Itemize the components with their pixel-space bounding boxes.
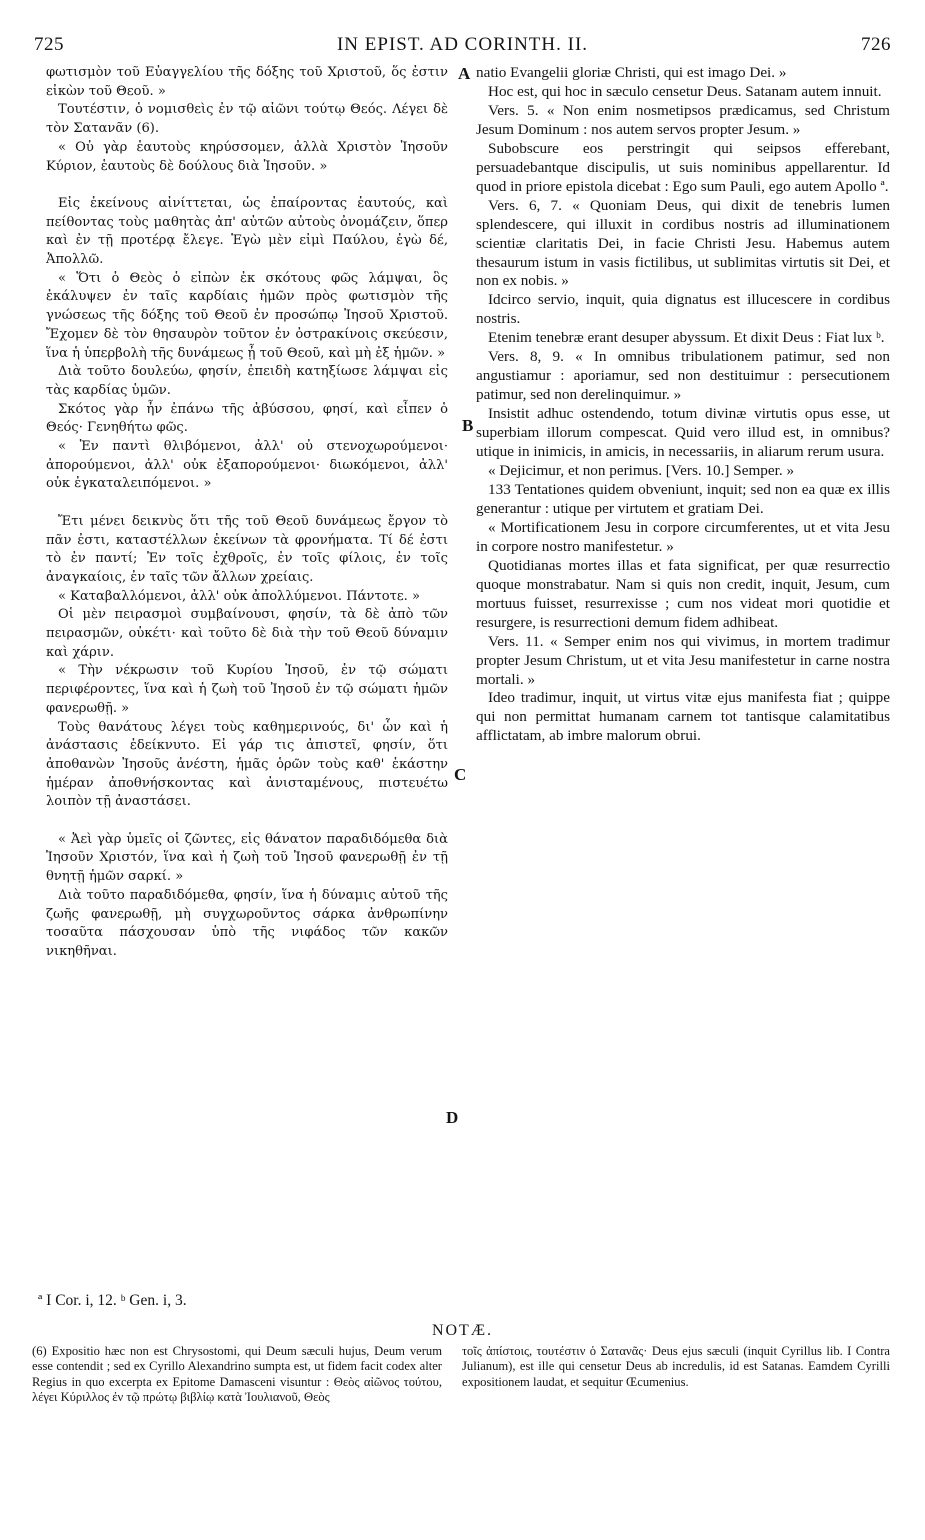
greek-paragraph: « Ἐν παντὶ θλιβόμενοι, ἀλλ' οὐ στενοχωρούμενοι· ἀπορούμενοι, ἀλλ' οὐκ ἐξαπορούμενοι· διωκόμενοι, ἀλλ' οὐκ ἐγκαταλειπόμενοι. »: [46, 439, 448, 492]
note-text: τοῖς ἀπίστοις, τουτέστιν ὁ Σατανᾶς· Deus ejus sæculi (inquit Cyrillus lib. I Contra Julianum), est ille qui censetur Deus ab incredulis, id est Satanas. Eamdem Cyrilli expositionem laudat, et sequitur Œcumenius.: [462, 1344, 890, 1389]
latin-paragraph: Vers. 5. « Non enim nosmetipsos prædicamus, sed Christum Jesum Dominum : nos autem servos propter Jesum. »: [476, 101, 890, 138]
latin-paragraph: Vers. 8, 9. « In omnibus tribulationem patimur, sed non angustiamur : aporiamur, sed non destituimur : persecutionem patimur, sed non derelinquimur. »: [476, 348, 890, 404]
greek-paragraph: « Καταβαλλόμενοι, ἀλλ' οὐκ ἀπολλύμενοι. Πάντοτε. »: [58, 588, 420, 604]
greek-paragraph: Τοὺς θανάτους λέγει τοὺς καθημερινούς, δι' ὧν καὶ ἡ ἀνάστασις ἐδείκνυτο. Εἰ γάρ τις ἀπιστεῖ, φησίν, ὅτι ἀποθανὼν Ἰησοῦς ἀνέστη, ἡμᾶς ὁρῶν τοὺς καθ' ἑκάστην ἡμέραν ἀποθνήσκοντας καὶ ἀνισταμένους, πιστευέτω λοιπὸν τῇ ἀναστάσει.: [46, 719, 448, 810]
latin-paragraph: « Mortificationem Jesu in corpore circumferentes, ut et vita Jesu in corpore nostro manifestetur. »: [476, 518, 890, 555]
greek-paragraph: Οἱ μὲν πειρασμοὶ συμβαίνουσι, φησίν, τὰ δὲ ἀπὸ τῶν πειρασμῶν, οὐκέτι· καὶ τοῦτο δὲ διὰ τὴν τοῦ Θεοῦ δύναμιν καὶ χάριν.: [46, 607, 448, 660]
notes-title: NOTÆ.: [431, 1322, 494, 1339]
note-right-column: [462, 1344, 890, 1390]
latin-paragraph: Subobscure eos perstringit qui seipsos efferebant, persuadebantque discipulis, ut suis nominibus appellarentur. Id quod in priore epistola dicebat : Ego sum Pauli, ego autem Apollo ª.: [476, 139, 890, 195]
greek-paragraph: « Οὐ γὰρ ἑαυτοὺς κηρύσσομεν, ἀλλὰ Χριστὸν Ἰησοῦν Κύριον, ἑαυτοὺς δὲ δούλους διὰ Ἰησοῦν. »: [46, 139, 448, 174]
latin-paragraph: Quotidianas mortes illas et fata significat, per quæ resurrectio quoque monstrabatur. Nam si quis non credit, inquit, Jesum, cum mortuus fuisset, resurrexisse ; cum nos videat mori quotidie et resurgere, is resurrectioni demum fidem adhibeat.: [476, 556, 890, 631]
note-left-column: [32, 1344, 442, 1406]
footnote-references: ª I Cor. i, 12. ᵇ Gen. i, 3.: [38, 1292, 187, 1309]
greek-paragraph: Διὰ τοῦτο δουλεύω, φησίν, ἐπειδὴ κατηξίωσε λάμψαι εἰς τὰς καρδίας ὑμῶν.: [46, 364, 448, 398]
greek-paragraph: φωτισμὸν τοῦ Εὐαγγελίου τῆς δόξης τοῦ Χριστοῦ, ὅς ἐστιν εἰκὼν τοῦ Θεοῦ. »: [46, 65, 448, 99]
page-number-right: 726: [861, 34, 891, 55]
latin-paragraph: Insistit adhuc ostendendo, totum divinæ virtutis opus esse, ut superbiam illorum compescat. Quid vero illud est, in omnibus? utique in inimicis, in amicis, in necessariis, in aliarum rerum usura.: [476, 405, 890, 461]
latin-column: [476, 64, 890, 746]
latin-paragraph: Vers. 6, 7. « Quoniam Deus, qui dixit de tenebris lumen splendescere, qui illuxit in cordibus nostris ad illuminationem scientiæ claritatis Dei, in facie Christi Jesu. Habemus autem thesaurum istum in vasis fictilibus, ut sublimitas virtutis sit Dei, et non ex nobis. »: [476, 196, 890, 290]
greek-paragraph: Τουτέστιν, ὁ νομισθεὶς ἐν τῷ αἰῶνι τούτῳ Θεός. Λέγει δὲ τὸν Σατανᾶν (6).: [46, 102, 448, 137]
latin-paragraph: Vers. 11. « Semper enim nos qui vivimus, in mortem tradimur propter Jesum Christum, ut et vita Jesu manifestetur in carne nostra mortali. »: [476, 632, 890, 688]
latin-paragraph: Ideo tradimur, inquit, ut virtus vitæ ejus manifesta fiat ; quippe qui non permittat humanam carnem tot tantisque calamitatibus afflictatam, ab imbre malorum obrui.: [476, 689, 890, 745]
greek-column: [46, 64, 448, 962]
margin-letter-b: B: [462, 416, 474, 435]
greek-paragraph: Εἰς ἐκείνους αἰνίττεται, ὡς ἐπαίροντας ἑαυτούς, καὶ πείθοντας τοὺς μαθητὰς ἀπ' αὐτῶν αὐτοὺς ὀνομάζειν, ὅπερ καὶ ἐν τῇ προτέρᾳ ἔλεγε. Ἐγὼ μὲν εἰμὶ Παύλου, ἐγὼ δέ, Ἀπολλῶ.: [46, 195, 448, 268]
greek-paragraph: « Ἀεὶ γὰρ ὑμεῖς οἱ ζῶντες, εἰς θάνατον παραδιδόμεθα διὰ Ἰησοῦν Χριστόν, ἵνα καὶ ἡ ζωὴ τοῦ Ἰησοῦ φανερωθῇ ἐν τῇ θνητῇ ἡμῶν σαρκί. »: [46, 831, 448, 885]
greek-paragraph: « Τὴν νέκρωσιν τοῦ Κυρίου Ἰησοῦ, ἐν τῷ σώματι περιφέροντες, ἵνα καὶ ἡ ζωὴ τοῦ Ἰησοῦ ἐν τῷ σώματι ἡμῶν φανερωθῇ. »: [46, 663, 448, 716]
margin-letter-c: C: [454, 765, 467, 784]
greek-paragraph: « Ὅτι ὁ Θεὸς ὁ εἰπὼν ἐκ σκότους φῶς λάμψαι, ὃς ἐκάλυψεν ἐν ταῖς καρδίαις ἡμῶν πρὸς φωτισμὸν τῆς γνώσεως τῆς δόξης τοῦ Θεοῦ ἐν προσώπῳ Ἰησοῦ Χριστοῦ. Ἔχομεν δὲ τὸν θησαυρὸν τοῦτον ἐν ὀστρακίνοις σκεύεσιν, ἵνα ἡ ὑπερβολὴ τῆς δυνάμεως ᾖ τοῦ Θεοῦ, καὶ μὴ ἐξ ἡμῶν. »: [46, 270, 448, 361]
latin-paragraph: 133 Tentationes quidem obveniunt, inquit; sed non ea quæ ex illis generantur : utique per virtutem et gratiam Dei.: [476, 480, 890, 517]
margin-letter-d: D: [446, 1108, 459, 1127]
latin-paragraph: Idcirco servio, inquit, quia dignatus est illucescere in cordibus nostris.: [476, 291, 890, 328]
greek-paragraph: Ἔτι μένει δεικνὺς ὅτι τῆς τοῦ Θεοῦ δυνάμεως ἔργον τὸ πᾶν ἐστι, καταστέλλων ἐκείνων τὰ φρονήματα. Τί δέ ἐστι τὸ ἐν παντί; Ἐν τοῖς ἐχθροῖς, ἐν τοῖς φίλοις, ἐν τοῖς ἀναγκαίοις, ἐν ταῖς τῶν ἄλλων χρείαις.: [46, 513, 448, 585]
page-number-left: 725: [34, 34, 64, 55]
running-title: IN EPIST. AD CORINTH. II.: [336, 34, 589, 55]
margin-letter-a: A: [458, 64, 471, 83]
greek-paragraph: Διὰ τοῦτο παραδιδόμεθα, φησίν, ἵνα ἡ δύναμις αὐτοῦ τῆς ζωῆς φανερωθῇ, μὴ συγχωροῦντος σάρκα ἀνθρωπίνην τοσαῦτα πάσχουσαν ὑπὸ τῆς νιφάδος τῶν κακῶν νικηθῆναι.: [46, 887, 448, 959]
latin-paragraph: Hoc est, qui hoc in sæculo censetur Deus. Satanam autem innuit.: [488, 82, 882, 100]
latin-paragraph: natio Evangelii gloriæ Christi, qui est imago Dei. »: [476, 64, 787, 81]
note-text: (6) Expositio hæc non est Chrysostomi, qui Deum sæculi hujus, Deum verum esse contendit ; sed ex Cyrillo Alexandrino sumpta est, ut fidem facit codex alter Regius in quo excerpta ex Epitome Damasceni visuntur : Θεὸς αἰῶνος τούτου, λέγει Κύριλλος ἐν τῷ πρώτῳ βιβλίῳ κατὰ Ἰουλιανοῦ, Θεὸς: [32, 1344, 442, 1405]
greek-paragraph: Σκότος γὰρ ἦν ἐπάνω τῆς ἀβύσσου, φησί, καὶ εἶπεν ὁ Θεός· Γενηθήτω φῶς.: [46, 401, 448, 436]
latin-paragraph: Etenim tenebræ erant desuper abyssum. Et dixit Deus : Fiat lux ᵇ.: [488, 329, 885, 347]
latin-paragraph: « Dejicimur, et non perimus. [Vers. 10.] Semper. »: [488, 462, 795, 480]
